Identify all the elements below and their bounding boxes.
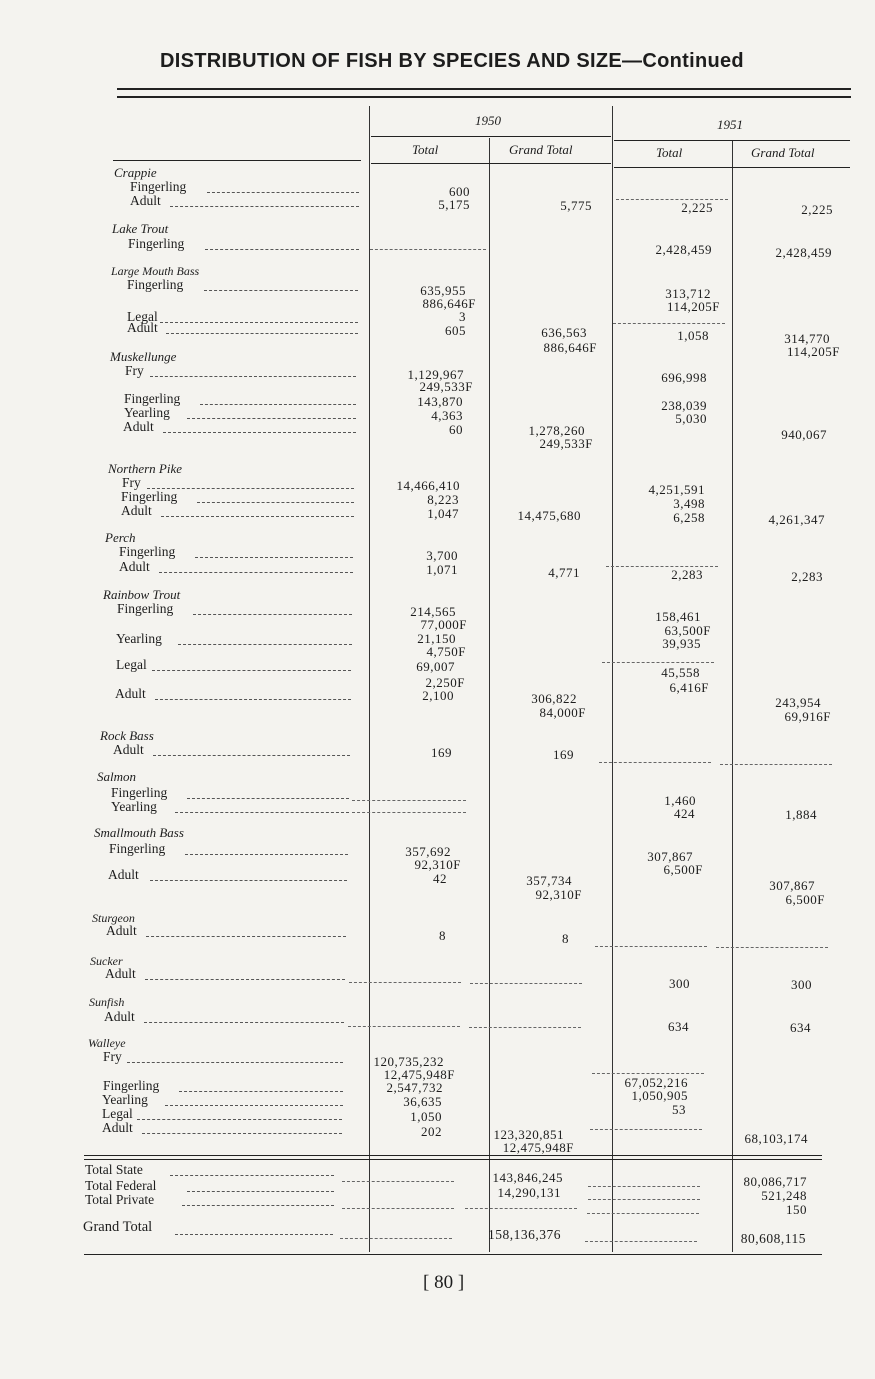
cell-value: 300 <box>669 976 690 991</box>
species-label: Sunfish <box>89 995 125 1009</box>
cell-value: 249,533F <box>419 379 473 394</box>
cell-value: 2,225 <box>801 202 833 217</box>
species-label: Walleye <box>88 1036 126 1050</box>
leader-dots <box>200 404 356 405</box>
leader-dots <box>161 516 354 517</box>
empty-cell <box>470 983 582 984</box>
size-label: Fry <box>103 1049 122 1064</box>
leader-dots <box>187 1191 334 1192</box>
size-label: Fingerling <box>119 544 176 559</box>
size-label: Adult <box>130 193 161 208</box>
cell-value: 45,558 <box>661 665 700 680</box>
cell-value: 4,251,591 <box>648 482 705 497</box>
cell-value: 357,692 <box>405 844 451 859</box>
header-line <box>614 167 850 168</box>
leader-dots <box>193 614 352 615</box>
size-label: Fingerling <box>109 841 166 856</box>
column-line <box>369 106 370 1252</box>
cell-value: 1,278,260 <box>528 423 585 438</box>
top-rule-2 <box>117 96 851 98</box>
grand-total-label: Grand Total <box>83 1219 153 1235</box>
leader-dots <box>185 854 348 855</box>
cell-value: 307,867 <box>647 849 693 864</box>
cell-value: 357,734 <box>526 873 572 888</box>
empty-cell <box>370 249 486 250</box>
empty-cell <box>465 1208 577 1209</box>
cell-value: 169 <box>431 745 452 760</box>
leader-dots <box>155 699 351 700</box>
leader-dots <box>197 502 354 503</box>
cell-value: 69,916F <box>784 709 831 724</box>
size-label: Adult <box>104 1009 135 1024</box>
size-label: Fingerling <box>128 236 185 251</box>
year-1951-header: 1951 <box>717 117 743 132</box>
header-line <box>113 160 361 161</box>
leader-dots <box>179 1091 343 1092</box>
species-label: Lake Trout <box>112 221 169 236</box>
leader-dots <box>166 333 358 334</box>
size-label: Adult <box>108 867 139 882</box>
cell-value: 120,735,232 <box>373 1054 444 1069</box>
leader-dots <box>144 1022 344 1023</box>
species-label: Rock Bass <box>100 728 154 743</box>
cell-value: 8,223 <box>427 492 459 507</box>
cell-value: 1,884 <box>785 807 817 822</box>
empty-cell <box>348 1026 460 1027</box>
empty-cell <box>716 947 828 948</box>
header-line <box>614 140 850 141</box>
leader-dots <box>170 1175 334 1176</box>
size-label: Adult <box>127 320 158 335</box>
leader-dots <box>153 755 350 756</box>
species-label: Northern Pike <box>108 461 183 476</box>
leader-dots <box>147 488 354 489</box>
size-label: Legal <box>127 309 158 324</box>
page-title: DISTRIBUTION OF FISH BY SPECIES AND SIZE—Continued <box>160 50 744 72</box>
cell-value: 158,461 <box>655 609 701 624</box>
cell-value: 80,608,115 <box>740 1231 806 1246</box>
header-line <box>371 136 611 137</box>
size-label: Fry <box>125 363 144 378</box>
leader-dots <box>146 936 346 937</box>
cell-value: 300 <box>791 977 812 992</box>
cell-value: 6,416F <box>669 680 709 695</box>
cell-value: 5,030 <box>675 411 707 426</box>
size-label: Fingerling <box>117 601 174 616</box>
cell-value: 4,363 <box>431 408 463 423</box>
size-label: Yearling <box>124 405 170 420</box>
cell-value: 249,533F <box>539 436 593 451</box>
cell-value: 1,058 <box>677 328 709 343</box>
cell-value: 4,771 <box>548 565 580 580</box>
cell-value: 2,283 <box>791 569 823 584</box>
species-label: Large Mouth Bass <box>111 264 200 278</box>
cell-value: 5,175 <box>438 197 470 212</box>
empty-cell <box>599 762 711 763</box>
cell-value: 314,770 <box>784 331 830 346</box>
cell-value: 521,248 <box>761 1188 807 1203</box>
leader-dots <box>145 979 345 980</box>
size-label: Adult <box>121 503 152 518</box>
cell-value: 14,290,131 <box>497 1185 561 1200</box>
total-state-label: Total State <box>85 1162 143 1177</box>
empty-cell <box>720 764 832 765</box>
cell-value: 1,050 <box>410 1109 442 1124</box>
cell-value: 143,870 <box>417 394 463 409</box>
cell-value: 2,428,459 <box>655 242 712 257</box>
cell-value: 8 <box>562 931 569 946</box>
page-number: [ 80 ] <box>423 1272 465 1293</box>
cell-value: 2,225 <box>681 200 713 215</box>
grand-total-1950-header: Grand Total <box>509 142 573 157</box>
leader-dots <box>150 880 347 881</box>
species-label: Smallmouth Bass <box>94 825 184 840</box>
empty-cell <box>349 982 461 983</box>
empty-cell <box>590 1129 702 1130</box>
cell-value: 39,935 <box>662 636 701 651</box>
cell-value: 2,250F <box>425 675 465 690</box>
cell-value: 42 <box>433 871 447 886</box>
leader-dots <box>175 1234 333 1235</box>
cell-value: 158,136,376 <box>488 1227 561 1242</box>
cell-value: 6,500F <box>663 862 703 877</box>
cell-value: 169 <box>553 747 574 762</box>
cell-value: 1,129,967 <box>407 367 464 382</box>
empty-cell <box>469 1027 581 1028</box>
cell-value: 8 <box>439 928 446 943</box>
cell-value: 68,103,174 <box>744 1131 808 1146</box>
cell-value: 14,466,410 <box>396 478 460 493</box>
cell-value: 12,475,948F <box>502 1140 574 1155</box>
leader-dots <box>137 1119 342 1120</box>
size-label: Fingerling <box>103 1078 160 1093</box>
cell-value: 2,428,459 <box>775 245 832 260</box>
size-label: Adult <box>102 1120 133 1135</box>
cell-value: 114,205F <box>667 299 720 314</box>
cell-value: 886,646F <box>543 340 597 355</box>
cell-value: 80,086,717 <box>743 1174 807 1189</box>
empty-cell <box>588 1186 700 1187</box>
cell-value: 3,700 <box>426 548 458 563</box>
cell-value: 636,563 <box>541 325 587 340</box>
cell-value: 6,500F <box>785 892 825 907</box>
total-1950-header: Total <box>412 142 439 157</box>
empty-cell <box>587 1213 699 1214</box>
cell-value: 4,750F <box>426 644 466 659</box>
empty-cell <box>340 1238 452 1239</box>
leader-dots <box>163 432 356 433</box>
size-label: Yearling <box>111 799 157 814</box>
empty-cell <box>352 812 466 813</box>
leader-dots <box>152 670 351 671</box>
column-line <box>489 138 490 1252</box>
size-label: Fingerling <box>121 489 178 504</box>
species-label: Sucker <box>90 954 123 968</box>
cell-value: 77,000F <box>420 617 467 632</box>
totals-rule <box>84 1155 822 1156</box>
cell-value: 69,007 <box>416 659 455 674</box>
cell-value: 313,712 <box>665 286 711 301</box>
total-1951-header: Total <box>656 145 683 160</box>
cell-value: 63,500F <box>664 623 711 638</box>
year-1950-header: 1950 <box>475 113 501 128</box>
empty-cell <box>352 800 466 801</box>
cell-value: 238,039 <box>661 398 707 413</box>
cell-value: 1,071 <box>426 562 458 577</box>
cell-value: 143,846,245 <box>492 1170 563 1185</box>
size-label: Fingerling <box>111 785 168 800</box>
cell-value: 214,565 <box>410 604 456 619</box>
cell-value: 14,475,680 <box>517 508 581 523</box>
cell-value: 1,460 <box>664 793 696 808</box>
cell-value: 605 <box>445 323 466 338</box>
size-label: Legal <box>102 1106 133 1121</box>
cell-value: 84,000F <box>539 705 586 720</box>
leader-dots <box>175 812 349 813</box>
empty-cell <box>342 1181 454 1182</box>
size-label: Adult <box>119 559 150 574</box>
cell-value: 307,867 <box>769 878 815 893</box>
total-federal-label: Total Federal <box>85 1178 157 1193</box>
cell-value: 1,047 <box>427 506 459 521</box>
cell-value: 4,261,347 <box>768 512 825 527</box>
size-label: Yearling <box>102 1092 148 1107</box>
leader-dots <box>142 1133 342 1134</box>
leader-dots <box>170 206 359 207</box>
species-label: Crappie <box>114 165 157 180</box>
bottom-rule <box>84 1254 822 1255</box>
cell-value: 92,310F <box>414 857 461 872</box>
leader-dots <box>195 557 353 558</box>
leader-dots <box>187 418 356 419</box>
species-label: Salmon <box>97 769 136 784</box>
leader-dots <box>205 249 359 250</box>
species-label: Perch <box>105 530 136 545</box>
leader-dots <box>178 644 352 645</box>
species-label: Rainbow Trout <box>103 587 181 602</box>
size-label: Adult <box>115 686 146 701</box>
grand-total-1951-header: Grand Total <box>751 145 815 160</box>
size-label: Yearling <box>116 631 162 646</box>
column-line <box>732 140 733 1252</box>
cell-value: 92,310F <box>535 887 582 902</box>
empty-cell <box>588 1199 700 1200</box>
cell-value: 60 <box>449 422 463 437</box>
cell-value: 424 <box>674 806 695 821</box>
leader-dots <box>207 192 359 193</box>
size-label: Adult <box>113 742 144 757</box>
size-label: Adult <box>106 923 137 938</box>
cell-value: 2,100 <box>422 688 454 703</box>
cell-value: 306,822 <box>531 691 577 706</box>
leader-dots <box>165 1105 343 1106</box>
cell-value: 202 <box>421 1124 442 1139</box>
cell-value: 2,547,732 <box>386 1080 443 1095</box>
species-label: Muskellunge <box>110 349 177 364</box>
cell-value: 634 <box>790 1020 811 1035</box>
cell-value: 67,052,216 <box>624 1075 688 1090</box>
size-label: Fingerling <box>127 277 184 292</box>
cell-value: 635,955 <box>420 283 466 298</box>
cell-value: 2,283 <box>671 567 703 582</box>
cell-value: 634 <box>668 1019 689 1034</box>
cell-value: 21,150 <box>417 631 456 646</box>
empty-cell <box>342 1208 454 1209</box>
cell-value: 3 <box>459 309 466 324</box>
size-label: Fingerling <box>124 391 181 406</box>
cell-value: 5,775 <box>560 198 592 213</box>
leader-dots <box>204 290 358 291</box>
leader-dots <box>159 572 353 573</box>
cell-value: 114,205F <box>787 344 840 359</box>
species-label: Sturgeon <box>92 911 135 925</box>
header-line <box>371 163 611 164</box>
leader-dots <box>160 322 358 323</box>
cell-value: 36,635 <box>403 1094 442 1109</box>
empty-cell <box>602 662 714 663</box>
cell-value: 696,998 <box>661 370 707 385</box>
total-private-label: Total Private <box>85 1192 155 1207</box>
cell-value: 3,498 <box>673 496 705 511</box>
leader-dots <box>127 1062 343 1063</box>
size-label: Legal <box>116 657 147 672</box>
leader-dots <box>187 798 349 799</box>
cell-value: 940,067 <box>781 427 827 442</box>
cell-value: 53 <box>672 1102 686 1117</box>
size-label: Adult <box>105 966 136 981</box>
size-label: Adult <box>123 419 154 434</box>
cell-value: 150 <box>786 1202 807 1217</box>
empty-cell <box>613 323 725 324</box>
size-label: Fry <box>122 475 141 490</box>
empty-cell <box>595 946 707 947</box>
empty-cell <box>592 1073 704 1074</box>
cell-value: 123,320,851 <box>493 1127 564 1142</box>
leader-dots <box>150 376 356 377</box>
column-line <box>612 106 613 1252</box>
cell-value: 6,258 <box>673 510 705 525</box>
totals-rule-2 <box>84 1159 822 1160</box>
top-rule <box>117 88 851 90</box>
empty-cell <box>585 1241 697 1242</box>
leader-dots <box>182 1205 334 1206</box>
cell-value: 243,954 <box>775 695 821 710</box>
cell-value: 1,050,905 <box>631 1088 688 1103</box>
cell-value: 886,646F <box>422 296 476 311</box>
size-label: Fingerling <box>130 179 187 194</box>
cell-value: 600 <box>449 184 470 199</box>
cell-value: 12,475,948F <box>383 1067 455 1082</box>
